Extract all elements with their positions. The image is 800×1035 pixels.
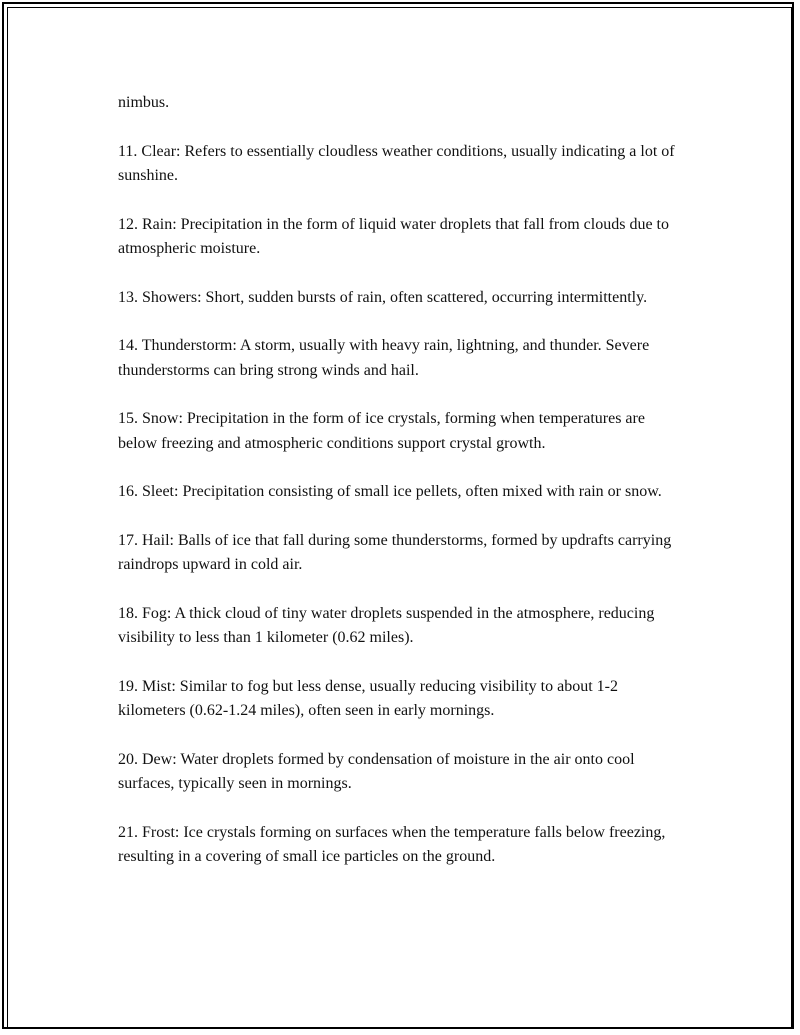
- paragraph-hail: 17. Hail: Balls of ice that fall during some thunderstorms, formed by updrafts carrying raindrops upward in cold air.: [118, 531, 672, 573]
- paragraph-continuation: nimbus.: [118, 94, 170, 111]
- paragraph-sleet: 16. Sleet: Precipitation consisting of small ice pellets, often mixed with rain or snow.: [118, 483, 662, 500]
- paragraph-thunderstorm: 14. Thunderstorm: A storm, usually with heavy rain, lightning, and thunder. Severe thunderstorms can bring strong winds and hail.: [118, 337, 650, 379]
- paragraph-dew: 20. Dew: Water droplets formed by condensation of moisture in the air onto cool surfaces, typically seen in mornings.: [118, 750, 635, 792]
- paragraph-frost: 21. Frost: Ice crystals forming on surfaces when the temperature falls below freezing, resulting in a covering of small ice particles on the ground.: [118, 823, 666, 865]
- paragraph-mist: 19. Mist: Similar to fog but less dense, usually reducing visibility to about 1-2 kilometers (0.62-1.24 miles), often seen in early mornings.: [118, 677, 618, 719]
- paragraph-showers: 13. Showers: Short, sudden bursts of rain, often scattered, occurring intermittently.: [118, 288, 648, 306]
- paragraph-rain: 12. Rain: Precipitation in the form of liquid water droplets that fall from clouds due to atmospheric moisture.: [118, 215, 669, 257]
- document-body: [118, 91, 688, 894]
- paragraph-snow: 15. Snow: Precipitation in the form of ice crystals, forming when temperatures are below freezing and atmospheric conditions support crystal growth.: [118, 410, 645, 452]
- paragraph-clear: 11. Clear: Refers to essentially cloudless weather conditions, usually indicating a lot of sunshine.: [118, 142, 675, 184]
- paragraph-fog: 18. Fog: A thick cloud of tiny water droplets suspended in the atmosphere, reducing visibility to less than 1 kilometer (0.62 miles).: [118, 604, 655, 646]
